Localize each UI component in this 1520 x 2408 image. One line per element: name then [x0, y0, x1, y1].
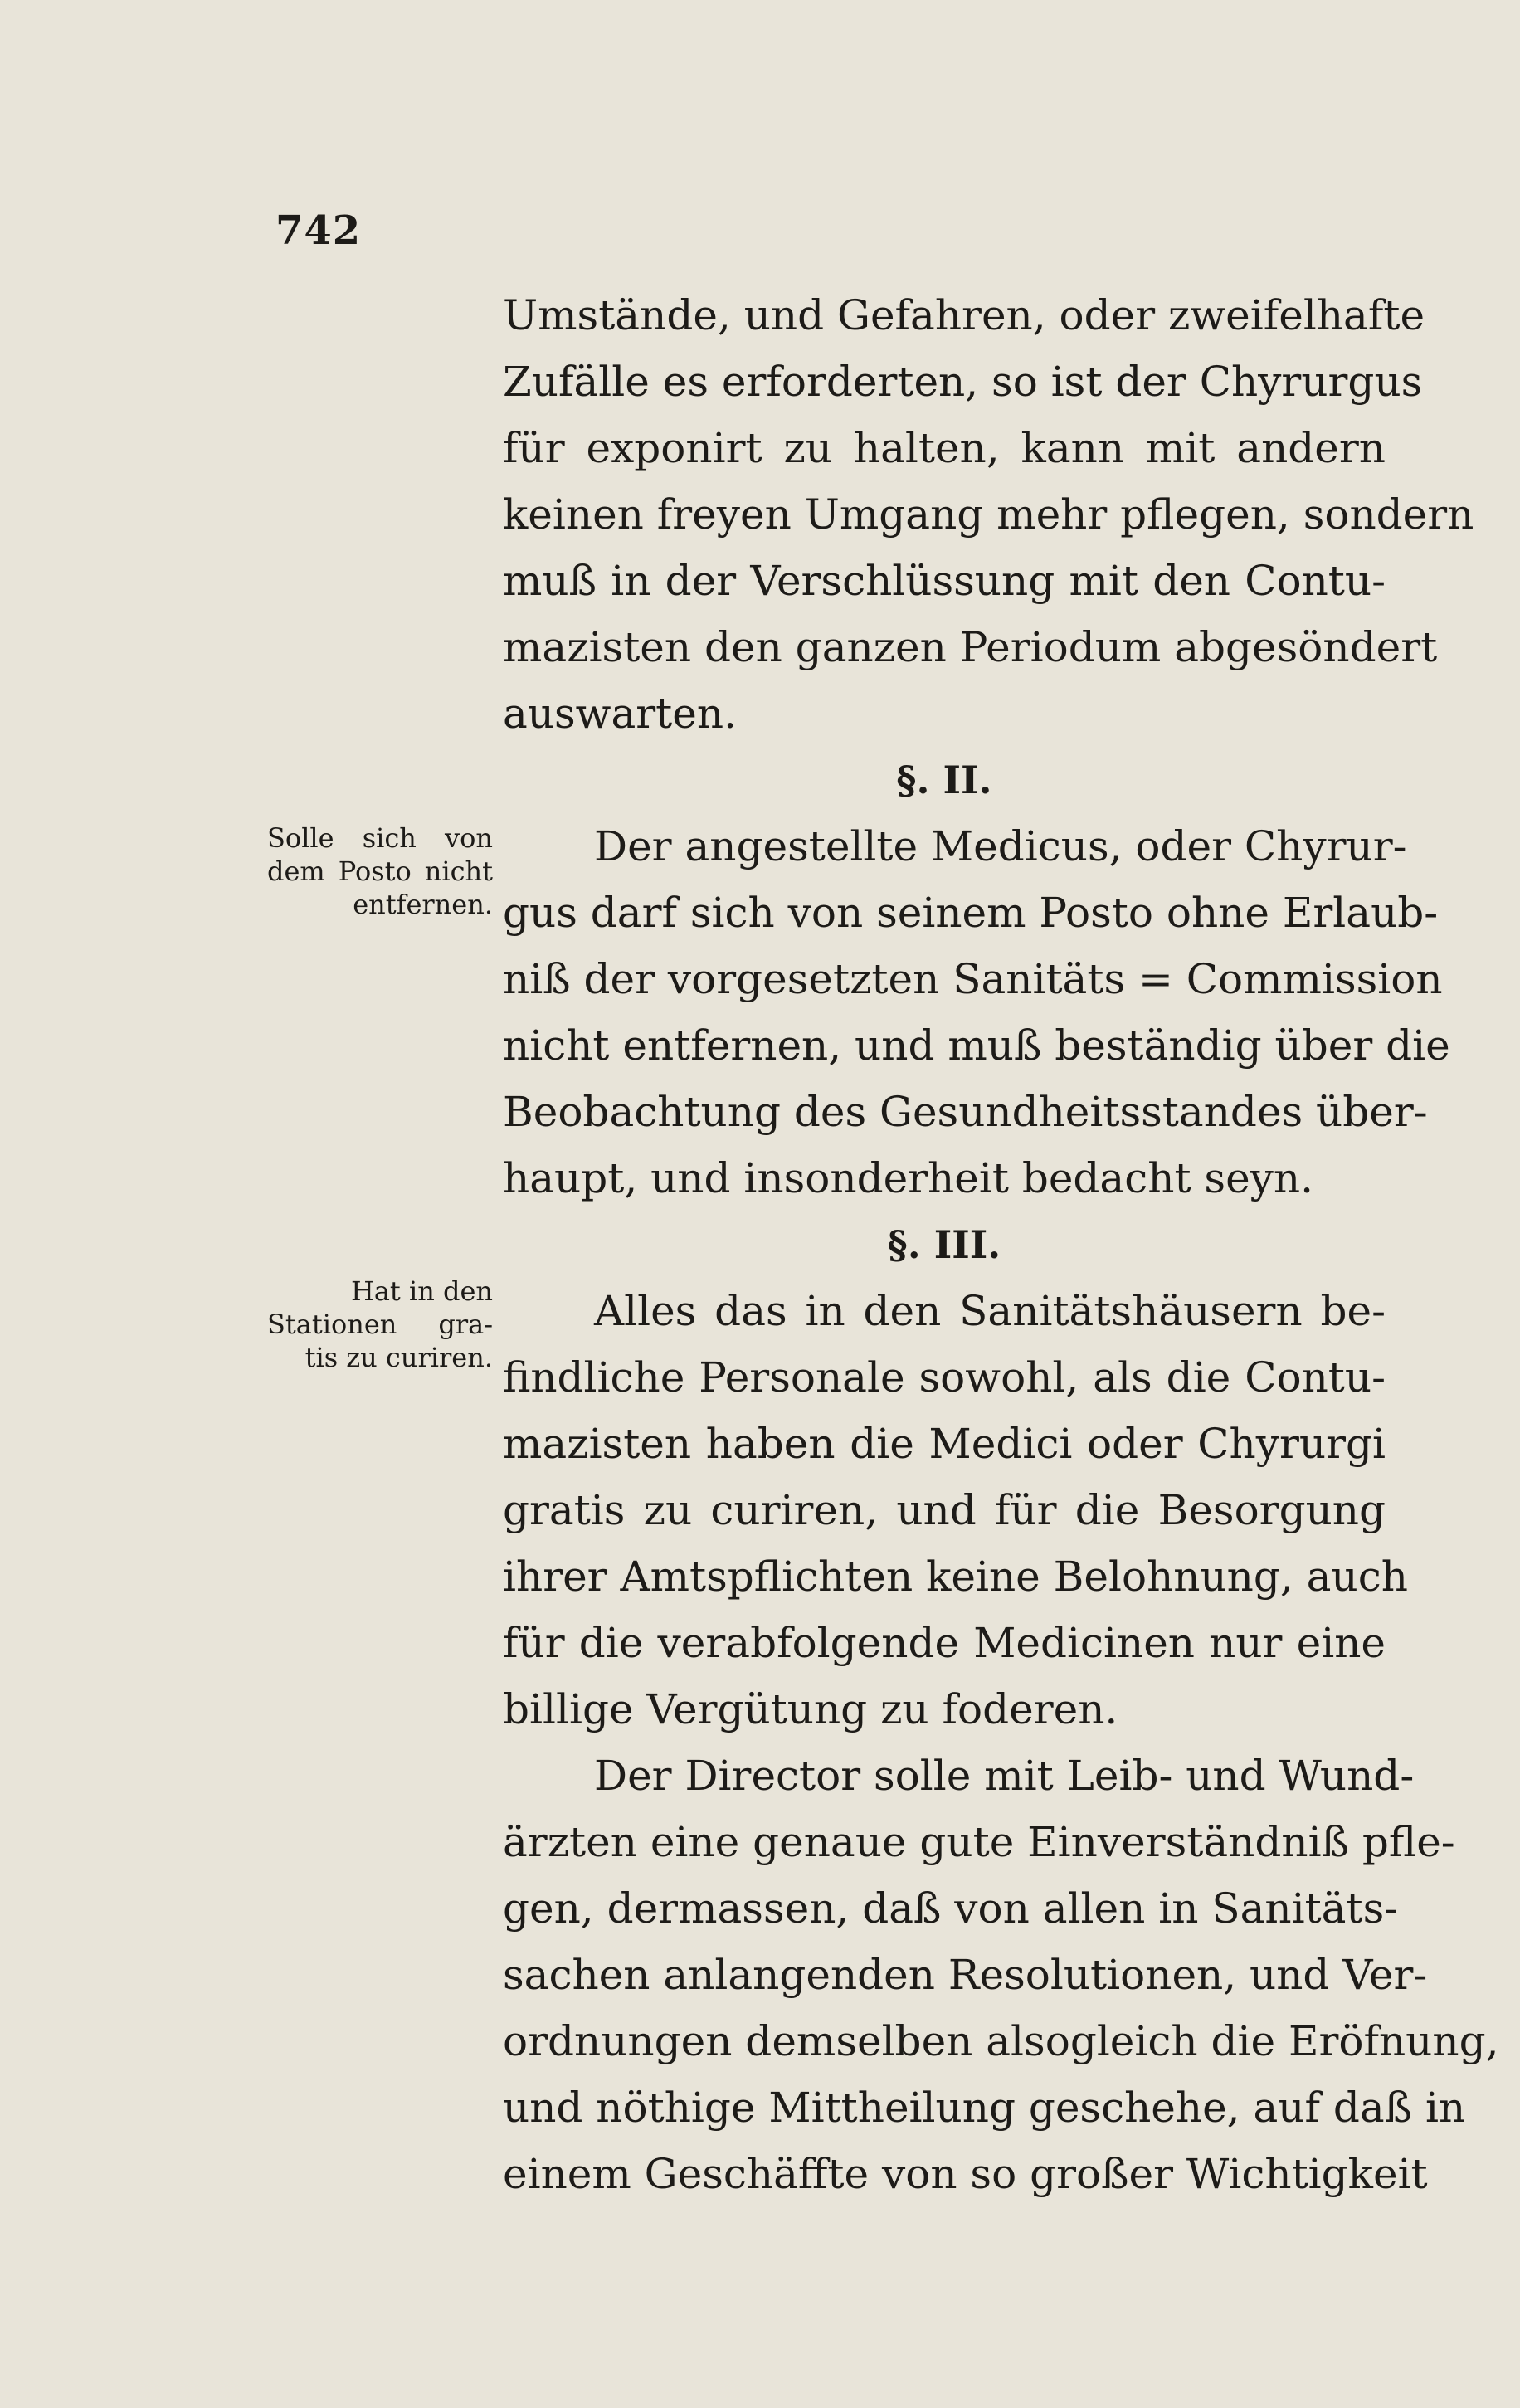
text-line: haupt, und insonderheit bedacht seyn.: [503, 1154, 1314, 1202]
section-heading: §. II.: [896, 758, 992, 802]
main-text-column: [503, 282, 1499, 2207]
text-line: findliche Personale sowohl, als die Contu-: [503, 1353, 1386, 1401]
margin-note-line: Solle sich von: [267, 822, 493, 854]
text-line: sachen anlangenden Resolutionen, und Ver-: [503, 1951, 1428, 1999]
text-line: Der angestellte Medicus, oder Chyrur-: [594, 822, 1407, 870]
text-line: gratis zu curiren, und für die Besorgung: [503, 1486, 1386, 1534]
text-line: gus darf sich von seinem Posto ohne Erlaub-: [503, 889, 1439, 937]
text-line: für exponirt zu halten, kann mit andern: [503, 424, 1386, 472]
text-line: billige Vergütung zu foderen.: [503, 1685, 1118, 1733]
text-line: für die verabfolgende Medicinen nur eine: [503, 1619, 1386, 1667]
margin-note-line: dem Posto nicht: [267, 855, 493, 887]
margin-note: [267, 821, 493, 921]
text-line: keinen freyen Umgang mehr pflegen, sondern: [503, 490, 1474, 539]
margin-note: [267, 1275, 493, 1374]
text-line: ärzten eine genaue gute Einverständniß pfle-: [503, 1818, 1455, 1866]
section-heading: §. III.: [887, 1222, 1001, 1267]
text-line: Umstände, und Gefahren, oder zweifelhafte: [503, 291, 1425, 339]
text-line: ihrer Amtspflichten keine Belohnung, auch: [503, 1553, 1408, 1601]
text-line: einem Geschäffte von so großer Wichtigkeit: [503, 2150, 1428, 2198]
margin-note-line: Stationen gra-: [267, 1309, 493, 1340]
text-line: mazisten haben die Medici oder Chyrurgi: [503, 1420, 1386, 1468]
page-number: 742: [275, 207, 362, 254]
text-line: Der Director solle mit Leib- und Wund-: [594, 1752, 1415, 1800]
text-line: nicht entfernen, und muß beständig über die: [503, 1021, 1450, 1070]
text-line: ordnungen demselben alsogleich die Eröfnung,: [503, 2017, 1499, 2065]
text-line: und nöthige Mittheilung geschehe, auf daß in: [503, 2084, 1466, 2132]
margin-note-line: Hat in den: [350, 1275, 493, 1307]
text-line: muß in der Verschlüssung mit den Contu-: [503, 557, 1386, 605]
margin-note-line: entfernen.: [353, 889, 493, 920]
text-line: niß der vorgesetzten Sanitäts = Commission: [503, 955, 1443, 1003]
text-line: auswarten.: [503, 690, 737, 738]
text-line: Zufälle es erforderten, so ist der Chyrurgus: [503, 358, 1423, 406]
text-line: gen, dermassen, daß von allen in Sanitäts-: [503, 1884, 1399, 1933]
text-line: Alles das in den Sanitätshäusern be-: [594, 1287, 1386, 1335]
text-line: mazisten den ganzen Periodum abgesöndert: [503, 623, 1438, 671]
margin-note-line: tis zu curiren.: [304, 1342, 493, 1373]
text-line: Beobachtung des Gesundheitsstandes über-: [503, 1088, 1428, 1136]
